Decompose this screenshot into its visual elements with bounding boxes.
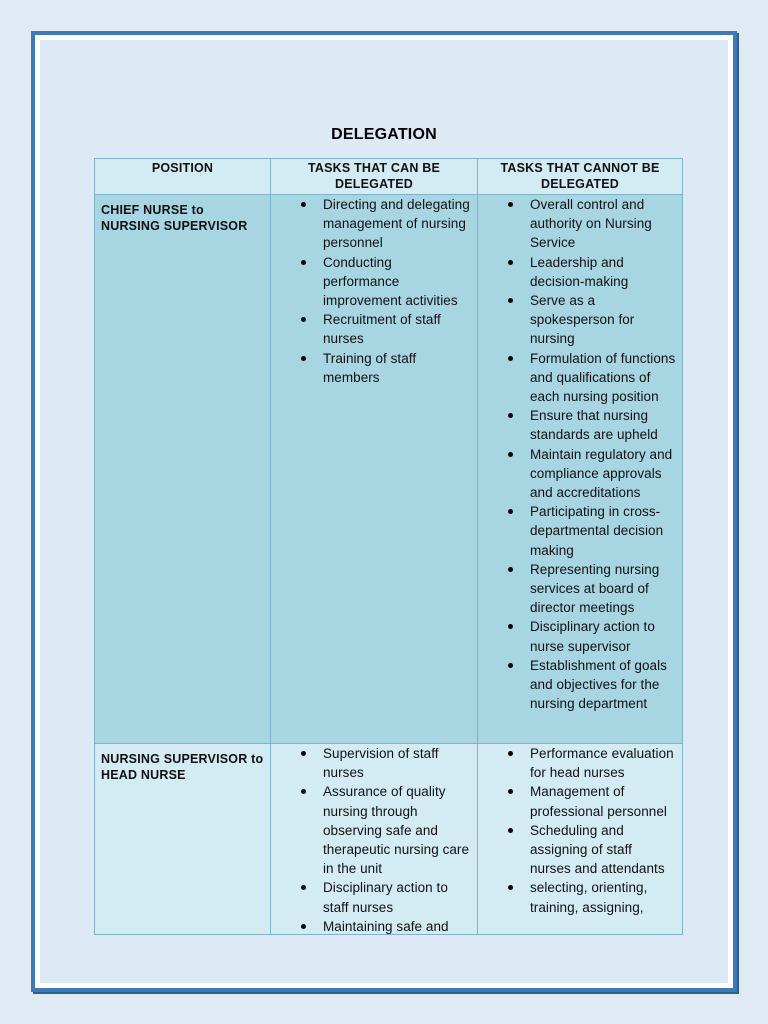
document-title: DELEGATION xyxy=(331,126,437,143)
list-item: selecting, orienting, training, assigning, xyxy=(478,878,678,916)
position-cell: NURSING SUPERVISOR to HEAD NURSE xyxy=(95,744,271,935)
document-page-body xyxy=(40,40,728,983)
column-header-position: POSITION xyxy=(95,159,271,195)
list-item: Performance evaluation for head nurses xyxy=(478,744,678,782)
list-item: Establishment of goals and objectives for the nursing department xyxy=(478,656,678,714)
column-header-cannot-delegate: TASKS THAT CANNOT BE DELEGATED xyxy=(478,159,683,195)
list-item: Management of professional personnel xyxy=(478,782,678,820)
list-item: Formulation of functions and qualifications of each nursing position xyxy=(478,349,678,407)
position-cell: CHIEF NURSE to NURSING SUPERVISOR xyxy=(95,195,271,744)
cannot-delegate-list xyxy=(478,195,678,713)
list-item: Supervision of staff nurses xyxy=(271,744,473,782)
cannot-delegate-cell xyxy=(478,195,683,744)
list-item: Conducting performance improvement activities xyxy=(271,253,473,311)
document-page xyxy=(31,31,737,992)
column-header-can-delegate: TASKS THAT CAN BE DELEGATED xyxy=(271,159,478,195)
cell-content xyxy=(271,744,473,934)
can-delegate-cell xyxy=(271,195,478,744)
list-item: Overall control and authority on Nursing Service xyxy=(478,195,678,253)
list-item: Maintain regulatory and compliance approvals and accreditations xyxy=(478,445,678,503)
list-item: Maintaining safe and xyxy=(271,917,473,934)
table-row xyxy=(95,195,683,744)
table-header-row xyxy=(95,159,683,195)
cannot-delegate-list xyxy=(478,744,678,917)
list-item: Disciplinary action to nurse supervisor xyxy=(478,617,678,655)
list-item: Ensure that nursing standards are upheld xyxy=(478,406,678,444)
list-item: Scheduling and assigning of staff nurses and attendants xyxy=(478,821,678,879)
list-item: Training of staff members xyxy=(271,349,473,387)
can-delegate-list xyxy=(271,744,473,934)
list-item: Directing and delegating management of nursing personnel xyxy=(271,195,473,253)
list-item: Participating in cross-departmental decision making xyxy=(478,502,678,560)
list-item: Assurance of quality nursing through observing safe and therapeutic nursing care in the unit xyxy=(271,782,473,878)
table-row xyxy=(95,744,683,935)
list-item: Disciplinary action to staff nurses xyxy=(271,878,473,916)
list-item: Representing nursing services at board of director meetings xyxy=(478,560,678,618)
can-delegate-cell xyxy=(271,744,478,935)
cell-content xyxy=(478,744,678,934)
can-delegate-list xyxy=(271,195,473,387)
list-item: Serve as a spokesperson for nursing xyxy=(478,291,678,349)
cannot-delegate-cell xyxy=(478,744,683,935)
list-item: Recruitment of staff nurses xyxy=(271,310,473,348)
delegation-table xyxy=(94,158,683,935)
list-item: Leadership and decision-making xyxy=(478,253,678,291)
